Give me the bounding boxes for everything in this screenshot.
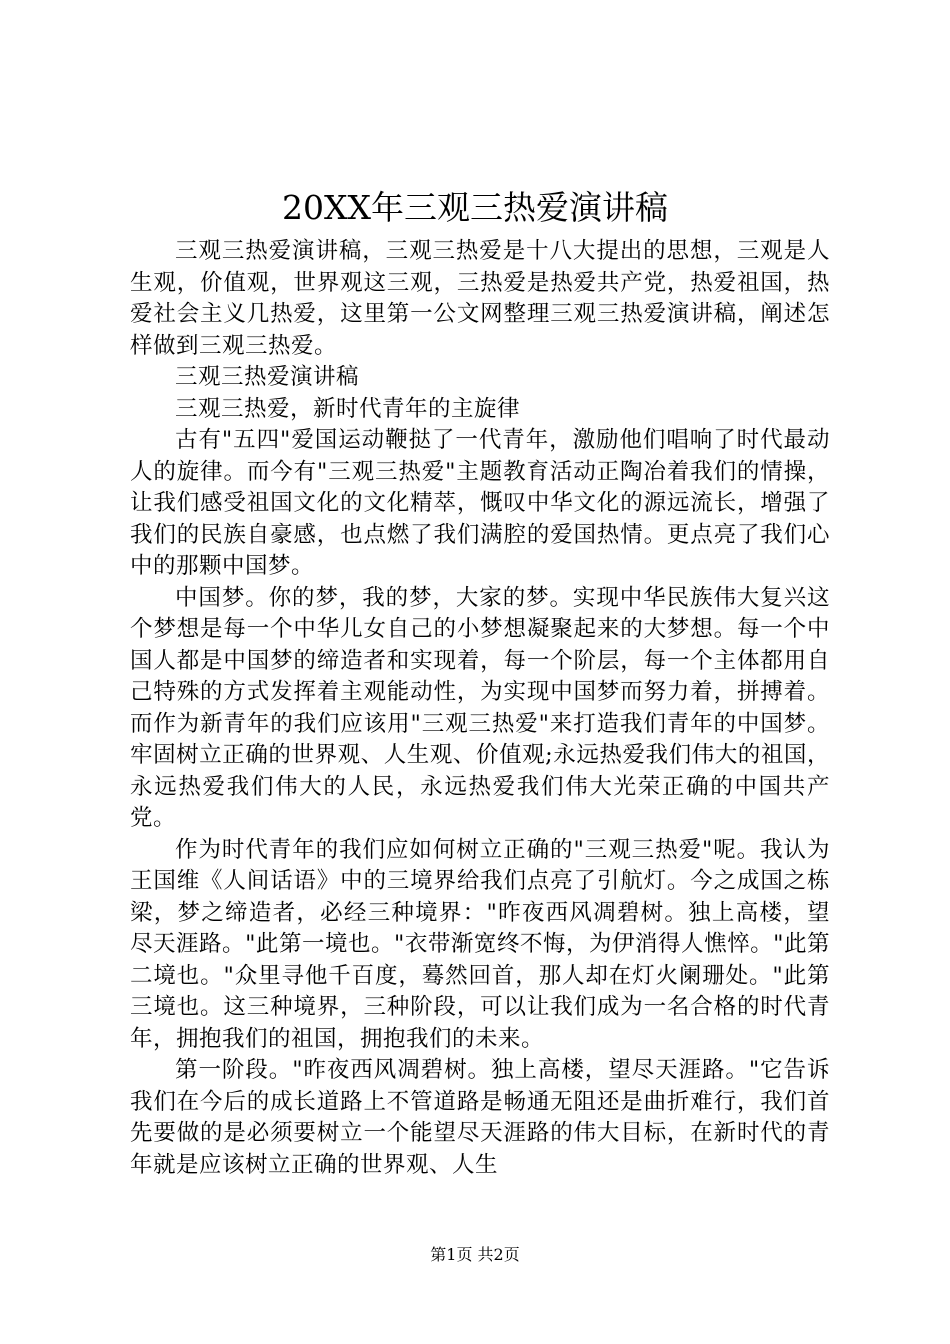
paragraph-intro: 三观三热爱演讲稿，三观三热爱是十八大提出的思想，三观是人生观，价值观，世界观这三观，三热爱是热爱共产党，热爱祖国，热爱社会主义几热爱，这里第一公文网整理三观三热爱演讲稿，阐述怎样做到三观三热爱。	[130, 238, 830, 359]
paragraph-first-stage: 第一阶段。"昨夜西风凋碧树。独上高楼，望尽天涯路。"它告诉我们在今后的成长道路上不管道路是畅通无阻还是曲折难行，我们首先要做的是必须要树立一个能望尽天涯路的伟大目标，在新时代的青年就是应该树立正确的世界观、人生	[130, 1057, 830, 1178]
paragraph-may-fourth: 古有"五四"爱国运动鞭挞了一代青年，激励他们唱响了时代最动人的旋律。而今有"三观三热爱"主题教育活动正陶冶着我们的情操，让我们感受祖国文化的文化精萃，慨叹中华文化的源远流长，增强了我们的民族自豪感，也点燃了我们满腔的爱国热情。更点亮了我们心中的那颗中国梦。	[130, 427, 830, 579]
page-footer: 第1页 共2页	[430, 1245, 520, 1264]
paragraph-heading-speech: 三观三热爱演讲稿	[175, 364, 360, 390]
document-title: 20XX年三观三热爱演讲稿	[282, 188, 668, 227]
paragraph-three-realms: 作为时代青年的我们应如何树立正确的"三观三热爱"呢。我认为王国维《人间话语》中的三境界给我们点亮了引航灯。今之成国之栋梁，梦之缔造者，必经三种境界："昨夜西风凋碧树。独上高楼，望尽天涯路。"此第一境也。"衣带渐宽终不悔，为伊消得人憔悴。"此第二境也。"众里寻他千百度，蓦然回首，那人却在灯火阑珊处。"此第三境也。这三种境界，三种阶段，可以让我们成为一名合格的时代青年，拥抱我们的祖国，拥抱我们的未来。	[130, 836, 830, 1052]
paragraph-china-dream: 中国梦。你的梦，我的梦，大家的梦。实现中华民族伟大复兴这个梦想是每一个中华儿女自己的小梦想凝聚起来的大梦想。每一个中国人都是中国梦的缔造者和实现着，每一个阶层，每一个主体都用自己特殊的方式发挥着主观能动性，为实现中国梦而努力着，拼搏着。而作为新青年的我们应该用"三观三热爱"来打造我们青年的中国梦。牢固树立正确的世界观、人生观、价值观;永远热爱我们伟大的祖国，永远热爱我们伟大的人民，永远热爱我们伟大光荣正确的中国共产党。	[130, 584, 830, 831]
document-body	[130, 236, 830, 1181]
paragraph-subtitle: 三观三热爱，新时代青年的主旋律	[175, 395, 521, 422]
